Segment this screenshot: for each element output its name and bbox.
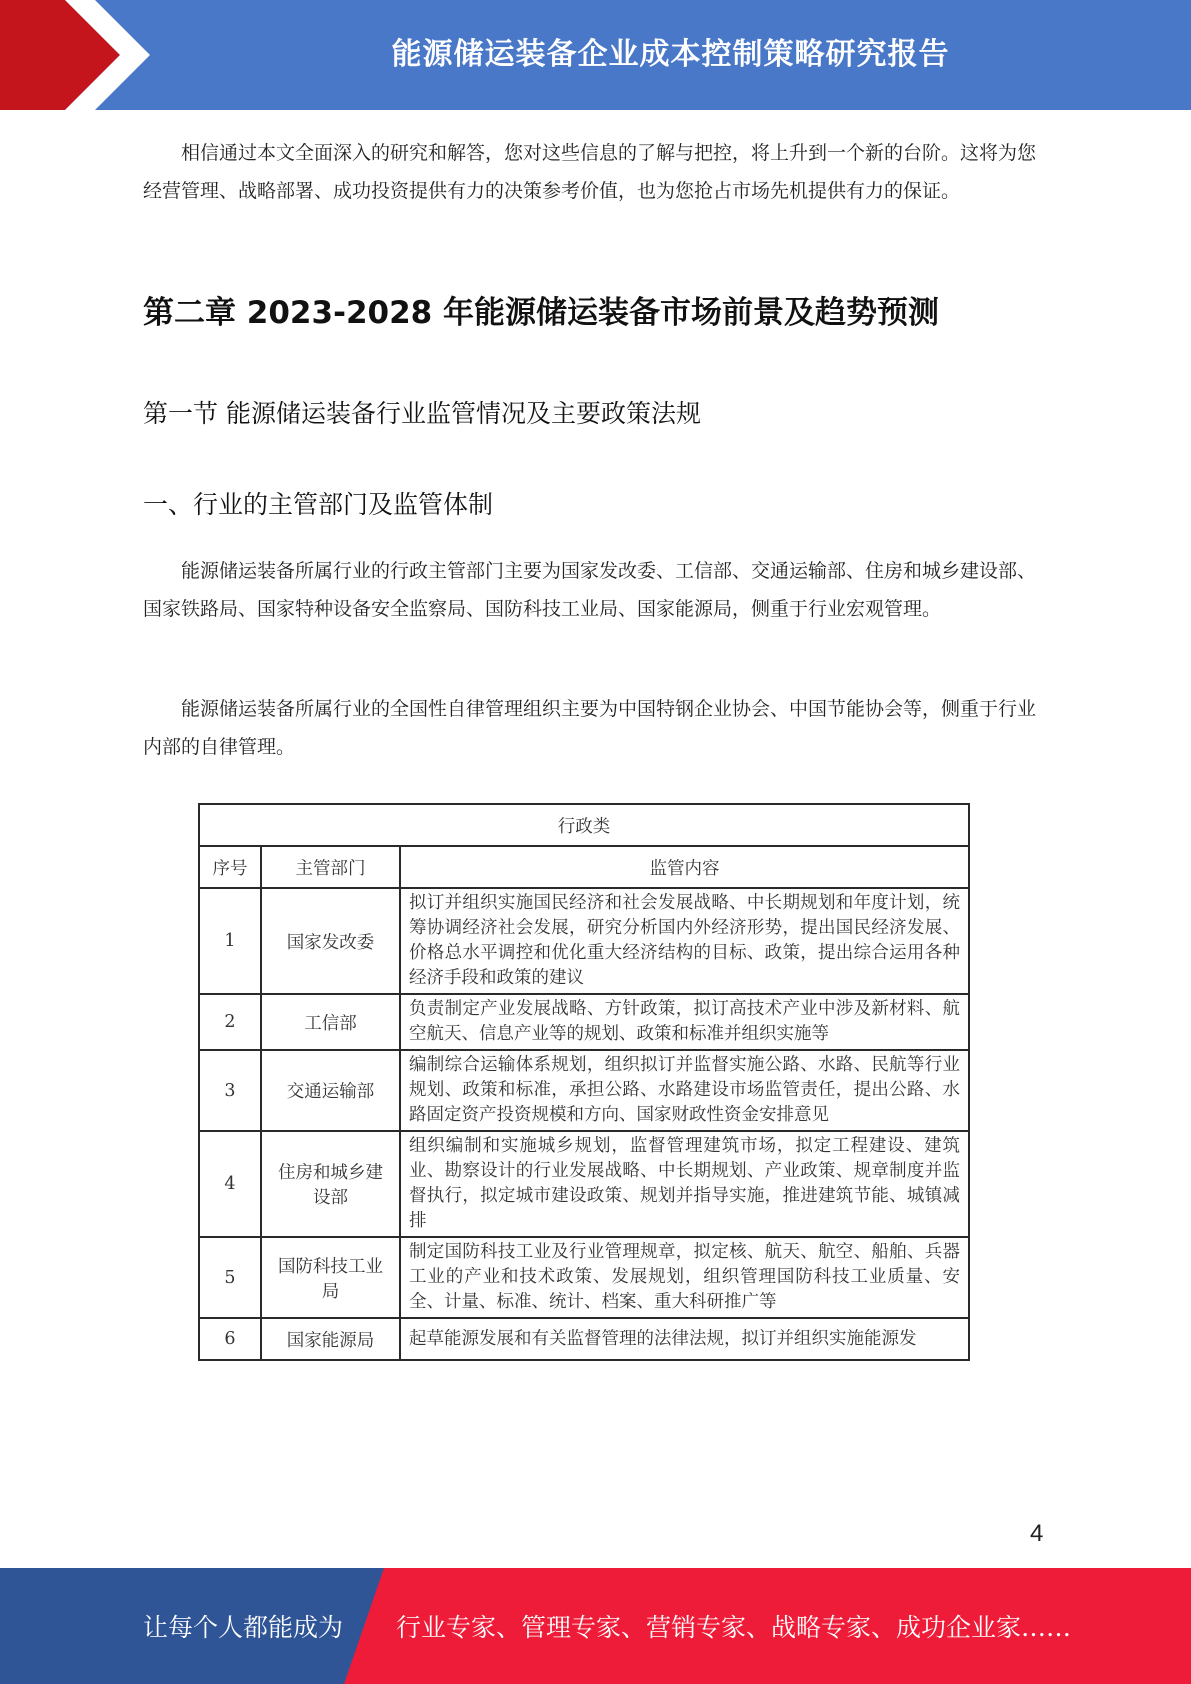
row-department: 住房和城乡建设部 (261, 1131, 400, 1237)
row-content: 制定国防科技工业及行业管理规章，拟定核、航天、航空、船舶、兵器工业的产业和技术政策、发展规划，组织管理国防科技工业质量、安全、计量、标准、统计、档案、重大科研推广等 (400, 1237, 969, 1318)
body-paragraph: 能源储运装备所属行业的行政主管部门主要为国家发改委、工信部、交通运输部、住房和城乡建设部、国家铁路局、国家特种设备安全监察局、国防科技工业局、国家能源局，侧重于行业宏观管理。 (143, 560, 1037, 620)
body-paragraph: 能源储运装备所属行业的全国性自律管理组织主要为中国特钢企业协会、中国节能协会等，侧重于行业内部的自律管理。 (143, 698, 1037, 758)
row-content: 拟订并组织实施国民经济和社会发展战略、中长期规划和年度计划，统筹协调经济社会发展，研究分析国内外经济形势，提出国民经济发展、价格总水平调控和优化重大经济结构的目标、政策，提出综合运用各种经济手段和政策的建议 (400, 888, 969, 994)
header-banner (0, 0, 1191, 110)
row-content: 负责制定产业发展战略、方针政策，拟订高技术产业中涉及新材料、航空航天、信息产业等的规划、政策和标准并组织实施等 (400, 994, 969, 1050)
row-department: 国防科技工业局 (261, 1237, 400, 1318)
intro-paragraph: 相信通过本文全面深入的研究和解答，您对这些信息的了解与把控，将上升到一个新的台阶。这将为您经营管理、战略部署、成功投资提供有力的决策参考价值，也为您抢占市场先机提供有力的保证。 (143, 142, 1037, 202)
page-number: 4 (1030, 1520, 1044, 1547)
table-row (199, 1318, 969, 1360)
footer-slogan-right: 行业专家、管理专家、营销专家、战略专家、成功企业家…… (396, 1613, 1072, 1642)
row-content: 编制综合运输体系规划，组织拟订并监督实施公路、水路、民航等行业规划、政策和标准，承担公路、水路建设市场监管责任，提出公路、水路固定资产投资规模和方向、国家财政性资金安排意见 (400, 1050, 969, 1131)
table-row (199, 888, 969, 994)
report-title: 能源储运装备企业成本控制策略研究报告 (391, 37, 950, 72)
table-header: 主管部门 (261, 846, 400, 888)
row-department: 交通运输部 (261, 1050, 400, 1131)
table-row (199, 1237, 969, 1318)
table-header-row (199, 846, 969, 888)
row-number: 1 (199, 888, 261, 994)
footer-banner (0, 1568, 1191, 1684)
row-number: 5 (199, 1237, 261, 1318)
table-row (199, 994, 969, 1050)
table-caption: 行政类 (199, 804, 969, 846)
body-paragraph-2-wrap (143, 690, 1045, 766)
intro-section (143, 134, 1045, 210)
row-content: 组织编制和实施城乡规划，监督管理建筑市场，拟定工程建设、建筑业、勘察设计的行业发展战略、中长期规划、产业政策、规章制度并监督执行，拟定城市建设政策、规划并指导实施，推进建筑节能、城镇减排 (400, 1131, 969, 1237)
row-content: 起草能源发展和有关监督管理的法律法规，拟订并组织实施能源发 (400, 1318, 969, 1360)
row-number: 4 (199, 1131, 261, 1237)
footer-slogan-left: 让每个人都能成为 (143, 1613, 344, 1642)
row-number: 6 (199, 1318, 261, 1360)
table-header: 监管内容 (400, 846, 969, 888)
regulator-table (198, 803, 968, 1351)
chapter-title: 第二章 2023-2028 年能源储运装备市场前景及趋势预测 (143, 295, 940, 331)
table-header: 序号 (199, 846, 261, 888)
row-department: 国家能源局 (261, 1318, 400, 1360)
row-department: 工信部 (261, 994, 400, 1050)
section-title: 第一节 能源储运装备行业监管情况及主要政策法规 (143, 399, 701, 428)
table-row (199, 1050, 969, 1131)
table-row (199, 1131, 969, 1237)
body-paragraph-1-wrap (143, 552, 1045, 628)
row-number: 2 (199, 994, 261, 1050)
subsection-title: 一、行业的主管部门及监管体制 (143, 490, 494, 519)
row-department: 国家发改委 (261, 888, 400, 994)
row-number: 3 (199, 1050, 261, 1131)
